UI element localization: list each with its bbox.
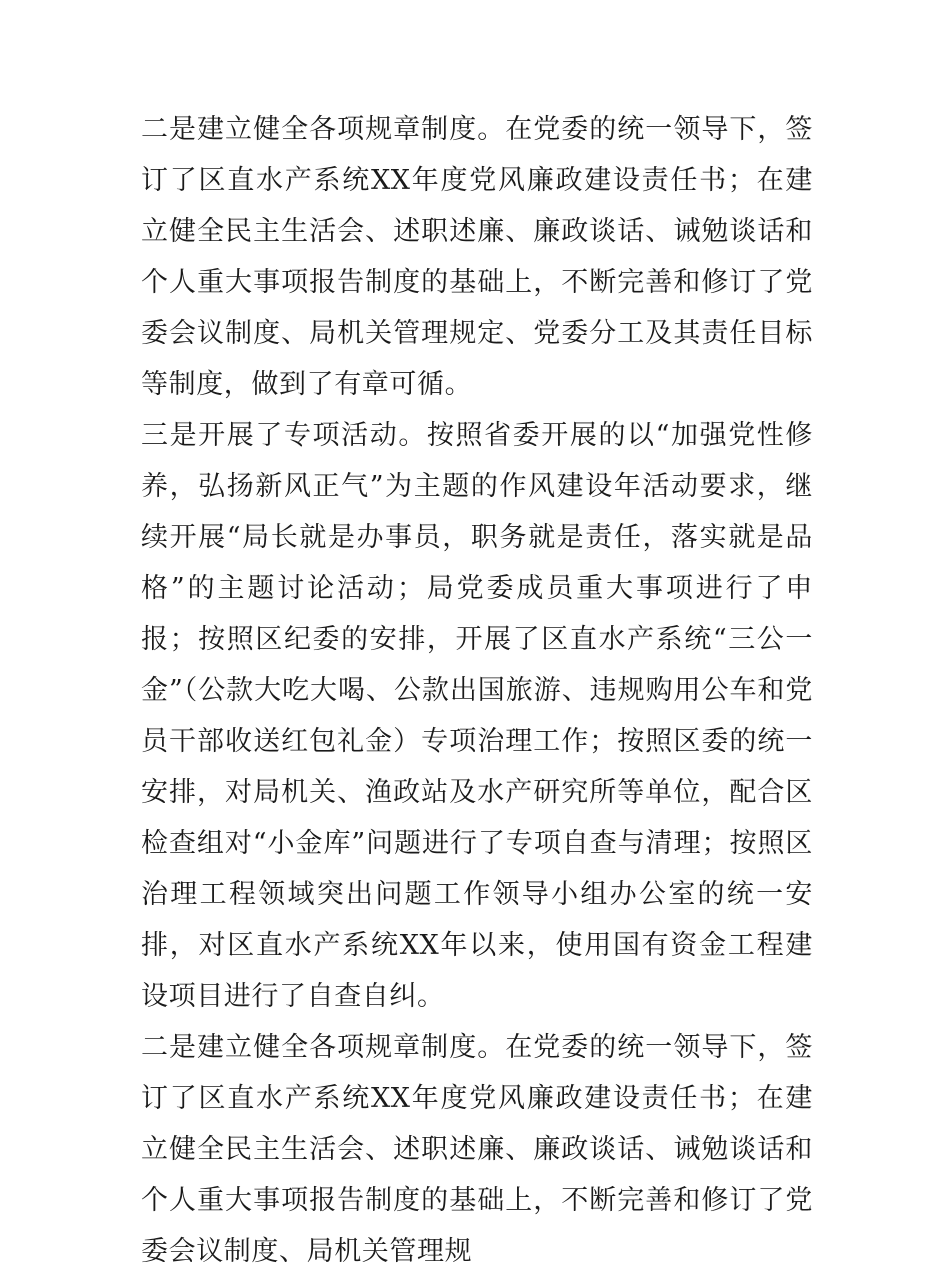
document-body (141, 104, 813, 1277)
paragraph-regulations-repeat: 二是建立健全各项规章制度。在党委的统一领导下，签订了区直水产系统XX年度党风廉政建设责任书；在建立健全民主生活会、述职述廉、廉政谈话、诫勉谈话和个人重大事项报告制度的基础上，不断完善和修订了党委会议制度、局机关管理规 (141, 1032, 813, 1267)
paragraph-regulations: 二是建立健全各项规章制度。在党委的统一领导下，签订了区直水产系统XX年度党风廉政建设责任书；在建立健全民主生活会、述职述廉、廉政谈话、诫勉谈话和个人重大事项报告制度的基础上，不断完善和修订了党委会议制度、局机关管理规定、党委分工及其责任目标等制度，做到了有章可循。 (141, 114, 813, 400)
paragraph-special-activities: 三是开展了专项活动。按照省委开展的以“加强党性修养，弘扬新风正气”为主题的作风建设年活动要求，继续开展“局长就是办事员，职务就是责任，落实就是品格”的主题讨论活动；局党委成员重大事项进行了申报；按照区纪委的安排，开展了区直水产系统“三公一金”（公款大吃大喝、公款出国旅游、违规购用公车和党员干部收送红包礼金）专项治理工作；按照区委的统一安排，对局机关、渔政站及水产研究所等单位，配合区检查组对“小金库”问题进行了专项自查与清理；按照区治理工程领域突出问题工作领导小组办公室的统一安排，对区直水产系统XX年以来，使用国有资金工程建设项目进行了自查自纠。 (141, 420, 813, 1012)
